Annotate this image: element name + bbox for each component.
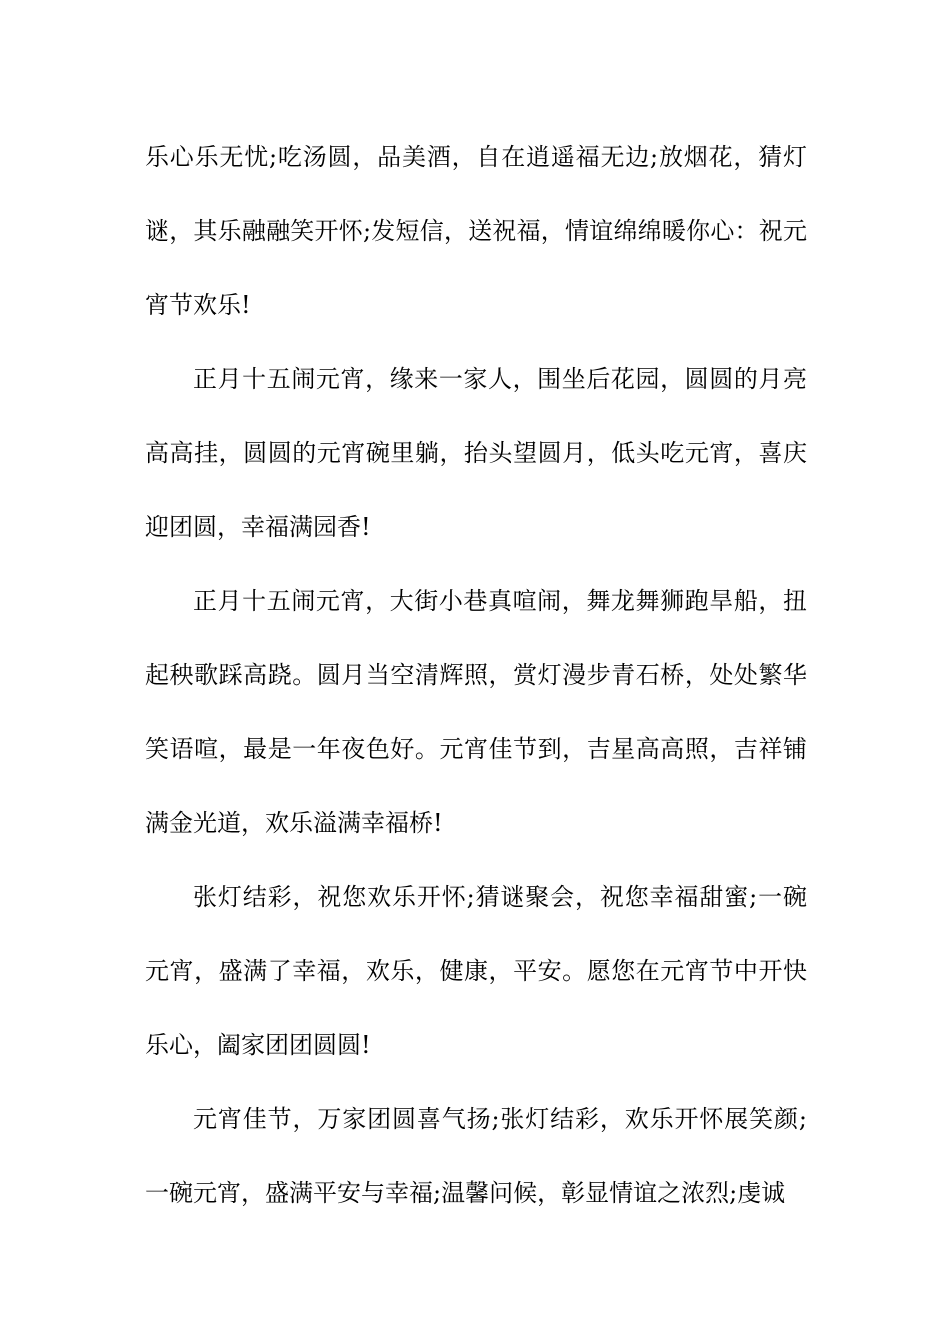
paragraph-festival-greetings: 元宵佳节，万家团圆喜气扬;张灯结彩，欢乐开怀展笑颜;一碗元宵，盛满平安与幸福;温馨问候，彰显情谊之浓烈;虔诚 [145,1105,807,1207]
paragraph-continuation: 乐心乐无忧;吃汤圆，品美酒，自在逍遥福无边;放烟花，猜灯谜，其乐融融笑开怀;发短信，送祝福，情谊绵绵暖你心：祝元宵节欢乐! [145,143,807,319]
paragraph-street-festival: 正月十五闹元宵，大街小巷真喧闹，舞龙舞狮跑旱船，扭起秧歌踩高跷。圆月当空清辉照，赏灯漫步青石桥，处处繁华笑语喧，最是一年夜色好。元宵佳节到，吉星高高照，吉祥铺满金光道，欢乐溢满幸福桥! [145,587,807,837]
paragraph-lanterns-wishes: 张灯结彩，祝您欢乐开怀;猜谜聚会，祝您幸福甜蜜;一碗元宵，盛满了幸福，欢乐，健康，平安。愿您在元宵节中开快乐心，阖家团团圆圆! [145,883,807,1059]
paragraph-family-reunion: 正月十五闹元宵，缘来一家人，围坐后花园，圆圆的月亮高高挂，圆圆的元宵碗里躺，抬头望圆月，低头吃元宵，喜庆迎团圆，幸福满园香! [145,365,807,541]
document-body [145,120,807,1230]
